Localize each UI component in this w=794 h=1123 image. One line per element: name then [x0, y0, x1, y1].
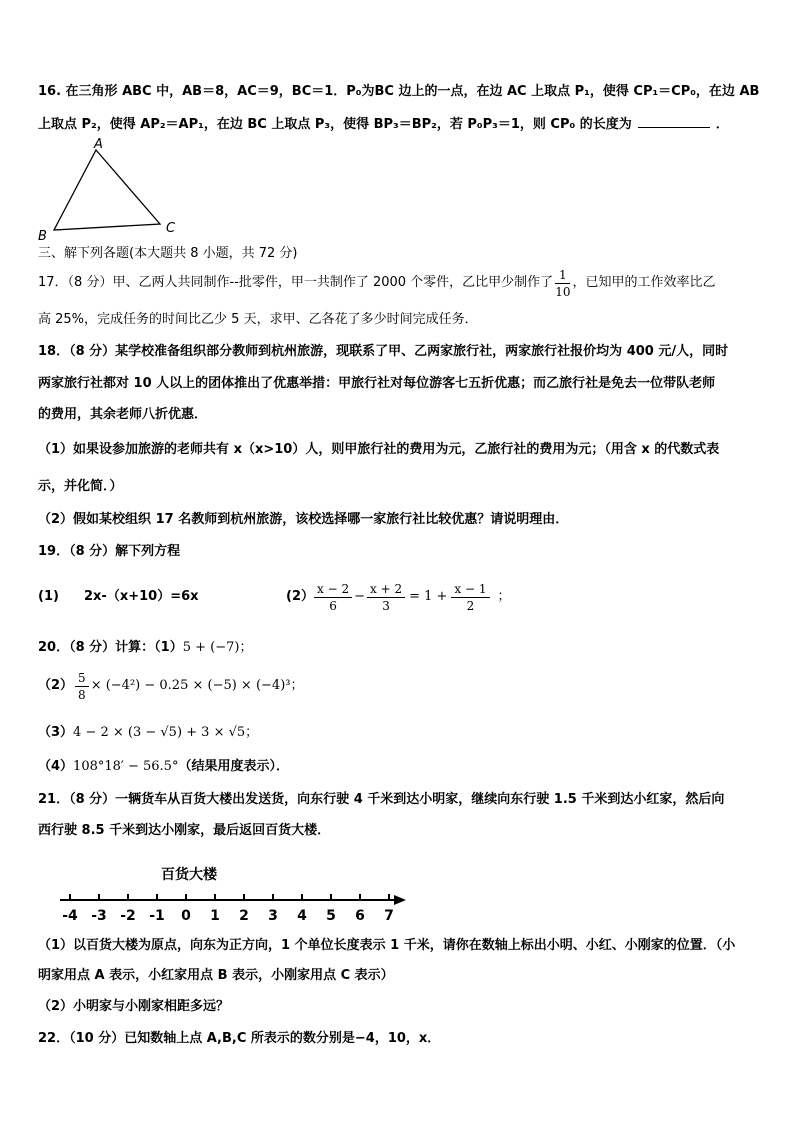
q17-line-1 — [38, 268, 715, 298]
q19-fraction-2 — [367, 581, 405, 614]
q19-f1-den: 6 — [329, 598, 337, 613]
number-line-tick-label: 6 — [355, 908, 365, 924]
q20-fraction — [75, 670, 89, 703]
q17-fraction-num: 1 — [555, 267, 570, 284]
q20-line-1 — [38, 639, 252, 657]
q20-expr-2: × (−4²) − 0.25 × (−5) × (−4)³； — [90, 678, 304, 693]
q20-expr-3: 4 − 2 × (3 − √5) + 3 × √5； — [73, 725, 259, 740]
number-line-arrow — [394, 895, 406, 905]
q16-line-2-text: 上取点 P₂，使得 AP₂＝AP₁，在边 BC 上取点 P₃，使得 BP₃＝BP₂，若 P₀P₃＝1，则 CP₀ 的长度为 — [38, 117, 632, 132]
q18-line-2: 两家旅行社都对 10 人以上的团体推出了优惠举措：甲旅行社对每位游客七五折优惠；而乙旅行社是免去一位带队老师 — [38, 376, 716, 391]
q20-line-4 — [38, 758, 289, 776]
q19-f1-num: x − 2 — [314, 581, 352, 598]
q19-equals: = 1 + — [409, 589, 448, 604]
q20-part-3-label: （3） — [38, 725, 74, 740]
number-line-tick-label: 7 — [384, 908, 394, 924]
q21-sub1-line-2: 明家用点 A 表示，小红家用点 B 表示，小刚家用点 C 表示） — [38, 968, 394, 983]
number-line-tick-label: -3 — [91, 908, 107, 924]
q16-line-1: 16. 在三角形 ABC 中，AB＝8，AC＝9，BC＝1．P₀为BC 边上的一点，在边 AC 上取点 P₁，使得 CP₁＝CP₀，在边 AB — [38, 84, 760, 99]
number-line-title: 百货大楼 — [161, 867, 217, 883]
q17-line-2: 高 25%，完成任务的时间比乙少 5 天，求甲、乙各花了多少时间完成任务． — [38, 312, 478, 327]
q16-line-2 — [38, 115, 729, 134]
q19-f3-num: x − 1 — [451, 581, 489, 598]
number-line-tick-label: 4 — [297, 908, 307, 924]
q19-part-2-equation — [312, 576, 511, 618]
triangle-figure — [34, 136, 184, 242]
q21-sub2: （2）小明家与小刚家相距多远？ — [38, 999, 230, 1014]
q20-part-4-note: （结果用度表示）． — [178, 759, 289, 774]
number-line-tick-label: -4 — [62, 908, 78, 924]
q18-sub1-line-1: （1）如果设参加旅游的老师共有 x（x>10）人，则甲旅行社的费用为元，乙旅行社的费用为元；（用含 x 的代数式表 — [38, 442, 720, 457]
triangle-label-c: C — [166, 221, 176, 236]
triangle-label-a: A — [94, 137, 103, 152]
q22-line-1: 22．（10 分）已知数轴上点 A,B,C 所表示的数分别是−4，10，x． — [38, 1031, 441, 1046]
q19-minus: − — [354, 589, 365, 604]
q20-line-3 — [38, 724, 258, 742]
q18-sub2: （2）假如某校组织 17 名教师到杭州旅游，该校选择哪一家旅行社比较优惠？请说明理由． — [38, 512, 569, 527]
q19-part-2-label: (2） — [286, 589, 314, 604]
q19-fraction-3 — [451, 581, 489, 614]
q19-part-1-label: (1) — [38, 589, 59, 604]
q18-line-1: 18．（8 分）某学校准备组织部分教师到杭州旅游，现联系了甲、乙两家旅行社，两家旅行社报价均为 400 元/人，同时 — [38, 344, 729, 359]
q17-line-1-text: 17．（8 分）甲、乙两人共同制作--批零件，甲一共制作了 2000 个零件，乙比甲少制作了 — [38, 275, 554, 290]
number-line-tick-label: -1 — [149, 908, 165, 924]
q17-fraction — [555, 267, 570, 300]
q19-end: ； — [497, 589, 511, 604]
q20-part-2-label: （2） — [38, 678, 74, 693]
q19-f3-den: 2 — [466, 598, 475, 613]
number-line-tick-label: 1 — [210, 908, 220, 924]
answer-blank — [638, 115, 710, 128]
number-line-tick-label: -2 — [120, 908, 136, 924]
q18-sub1-line-2: 示，并化简．） — [38, 479, 123, 494]
q17-fraction-den: 10 — [555, 284, 571, 299]
triangle-abc — [54, 150, 160, 230]
q18-line-3: 的费用，其余老师八折优惠． — [38, 407, 208, 422]
number-line-tick-label: 2 — [239, 908, 249, 924]
q21-line-1: 21．（8 分）一辆货车从百货大楼出发送货，向东行驶 4 千米到达小明家，继续向东行驶 1.5 千米到达小红家，然后向 — [38, 792, 725, 807]
q16-line-2-end: ． — [715, 117, 729, 132]
q20-line-2 — [38, 668, 303, 704]
q20-expr-4: 108°18′ − 56.5° — [73, 759, 179, 774]
triangle-label-b: B — [38, 229, 47, 242]
q21-sub1-line-1: （1）以百货大楼为原点，向东为正方向，1 个单位长度表示 1 千米，请你在数轴上标出小明、小红、小刚家的位置．（小 — [38, 938, 736, 953]
q19-fraction-1 — [314, 581, 352, 614]
q20-frac-num: 5 — [75, 670, 89, 687]
number-line — [50, 858, 420, 926]
number-line-tick-label: 3 — [268, 908, 278, 924]
q20-expr-1: 5 + (−7)； — [182, 640, 253, 655]
number-line-tick-label: 0 — [181, 908, 191, 924]
q17-line-1-end: ，已知甲的工作效率比乙 — [572, 275, 716, 290]
q19-f2-den: 3 — [382, 598, 390, 613]
number-line-tick-label: 5 — [326, 908, 336, 924]
q21-line-2: 西行驶 8.5 千米到达小刚家，最后返回百货大楼． — [38, 823, 331, 838]
q19-f2-num: x + 2 — [367, 581, 405, 598]
q20-frac-den: 8 — [78, 687, 86, 702]
section-3-heading: 三、解下列各题(本大题共 8 小题，共 72 分) — [38, 246, 298, 261]
q19-part-1-equation: 2x-（x+10）=6x — [84, 589, 199, 604]
q20-title: 20．（8 分）计算：（1） — [38, 640, 183, 655]
q20-part-4-label: （4） — [38, 759, 74, 774]
q19-title: 19．（8 分）解下列方程 — [38, 544, 181, 559]
